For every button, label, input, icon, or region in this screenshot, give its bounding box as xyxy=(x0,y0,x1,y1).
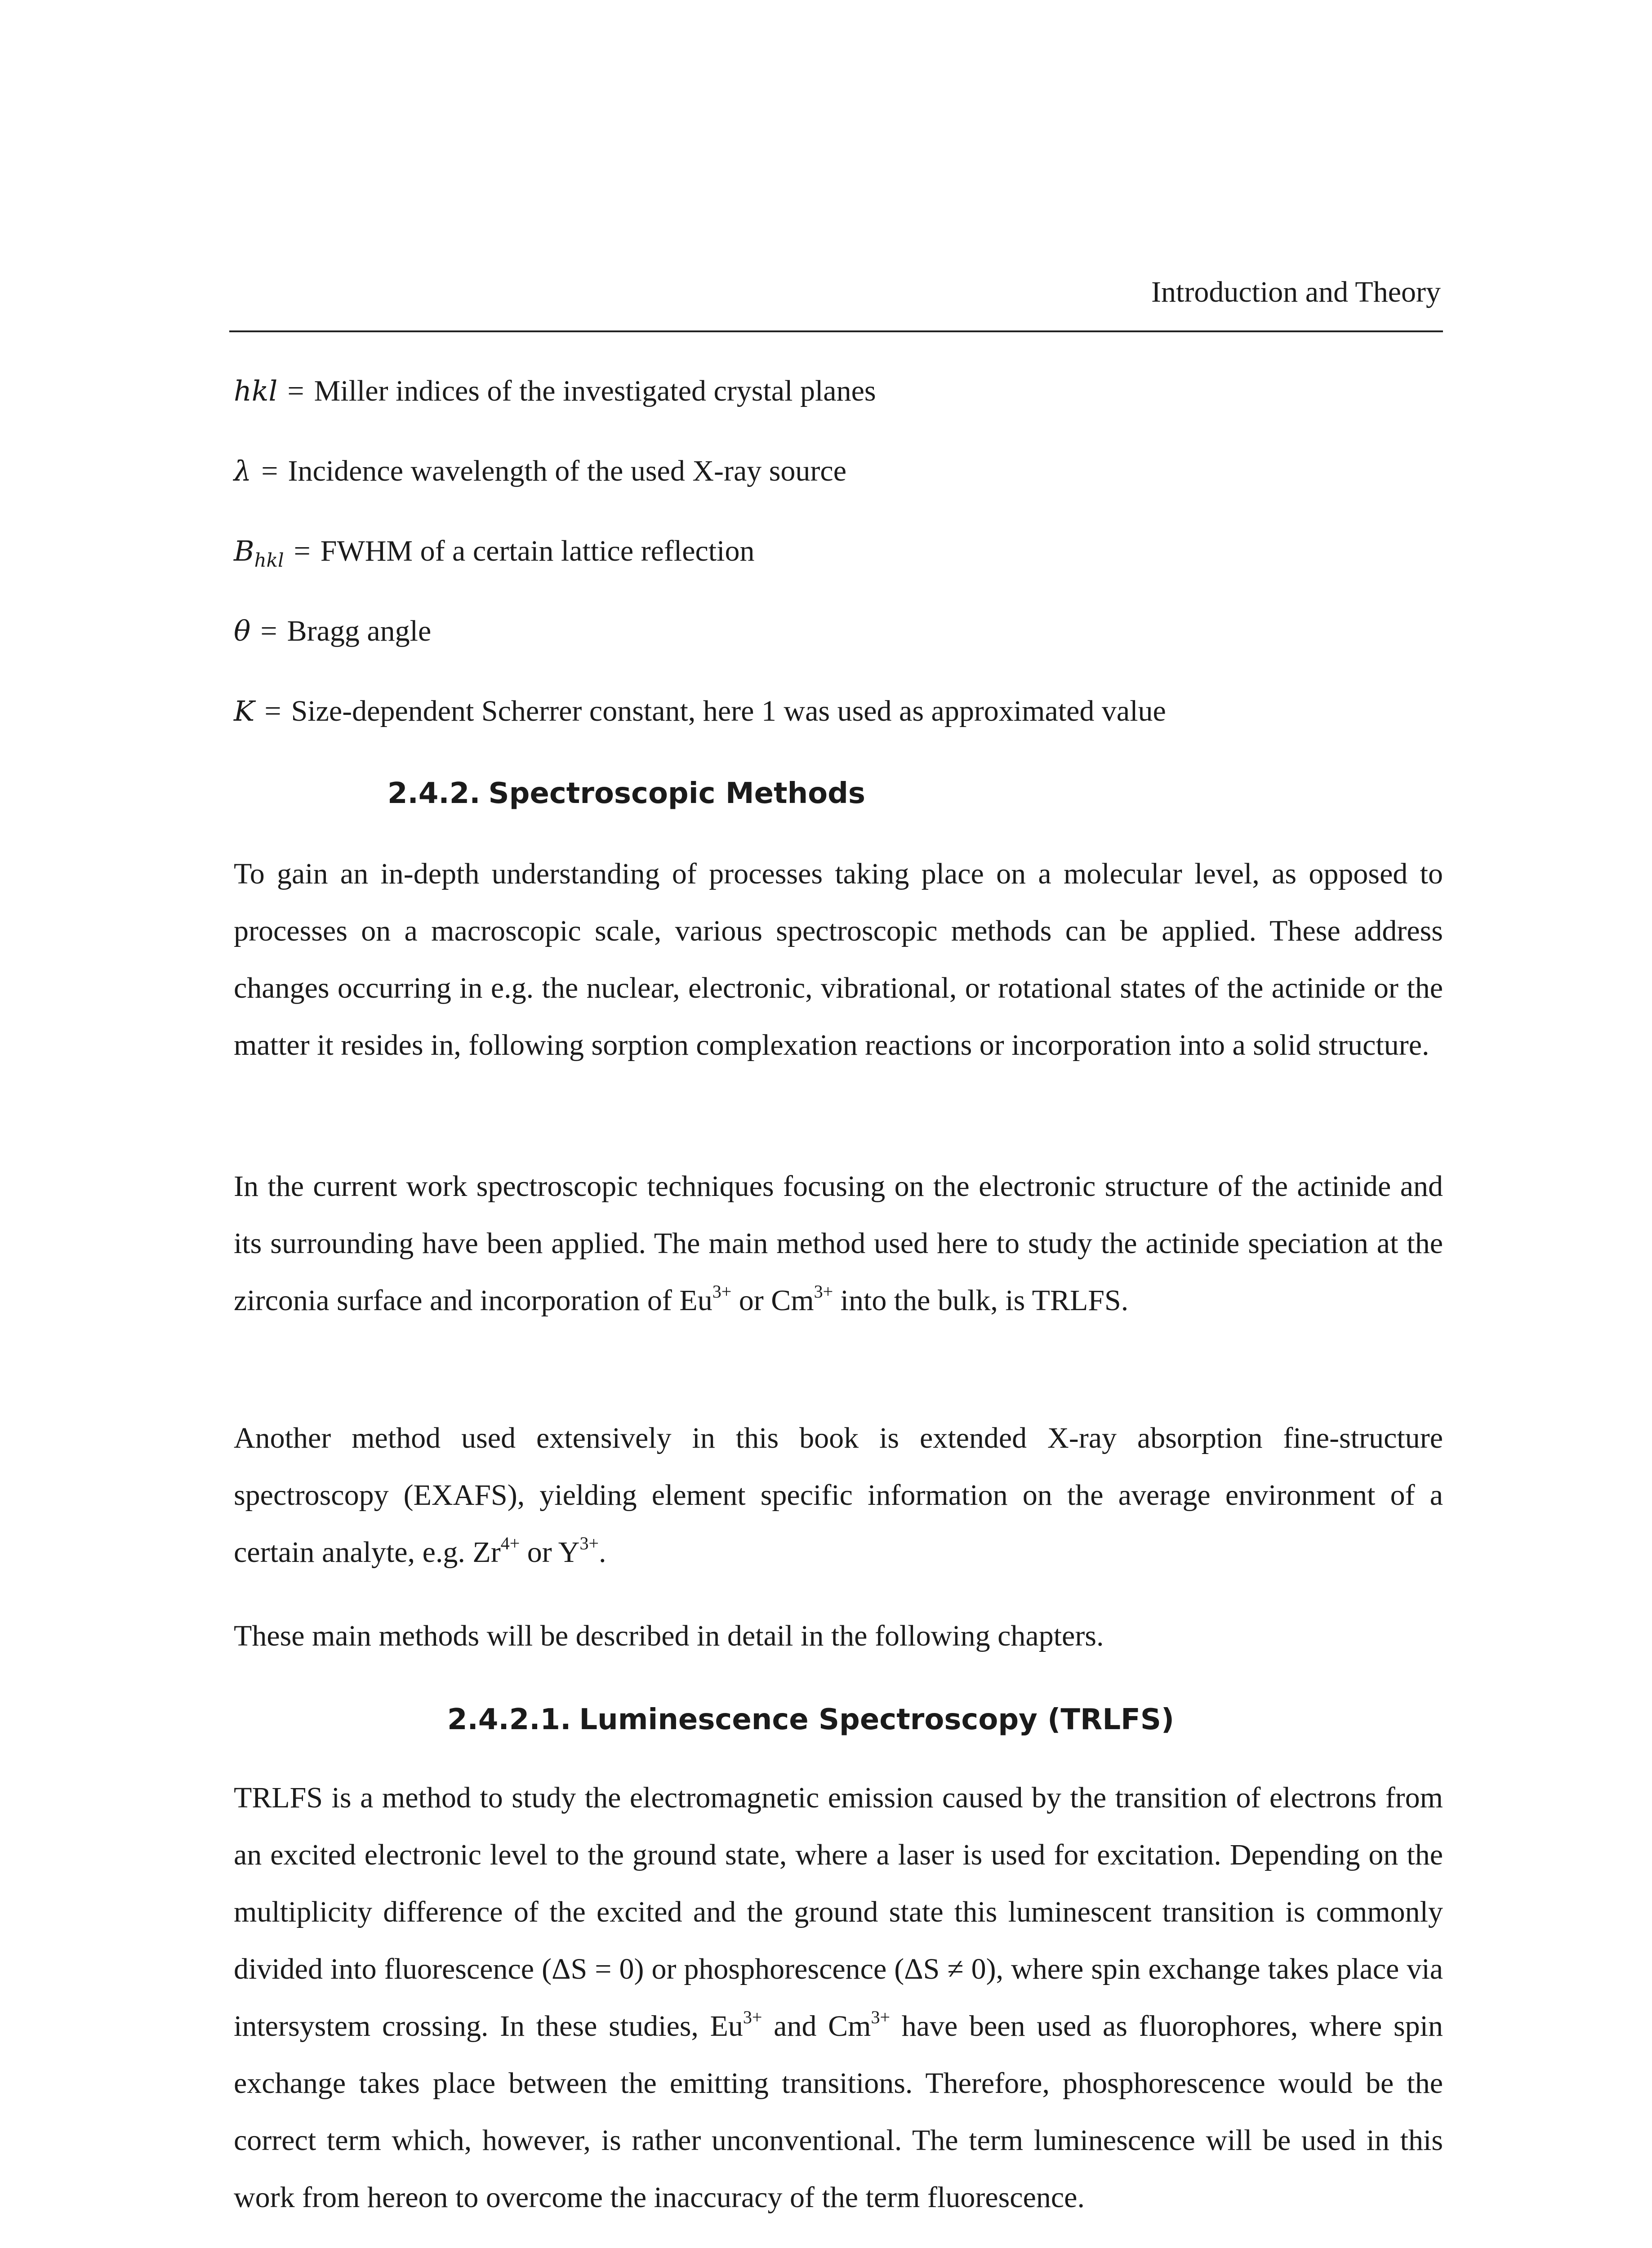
paragraph-trlfs: TRLFS is a method to study the electromagnetic emission caused by the transition of electrons from an excited electronic level to the ground state, where a laser is used for excitation. Depending on the multiplicity difference of the excited and the ground state this luminescent transition is commonly divided into fluorescence (ΔS = 0) or phosphorescence (ΔS ≠ 0), where spin exchange takes place via intersystem crossing. In these studies, $Eu^{3+}$ and $Cm^{3+}$ have been used as fluorophores, where spin exchange takes place between the emitting transitions. Therefore, phosphorescence would be the correct term which, however, is rather unconventional. The term luminescence will be used in this work from hereon to overcome the inaccuracy of the term fluorescence. xyxy=(234,1781,1443,2214)
definition-symbol: λ xyxy=(234,455,252,487)
definition-lambda xyxy=(234,449,1443,529)
section-title: Luminescence Spectroscopy (TRLFS) xyxy=(579,1703,1175,1736)
definition-symbol: θ xyxy=(234,615,251,647)
section-heading-spectroscopic-methods xyxy=(387,773,865,814)
definition-symbol: hkl xyxy=(234,375,278,407)
definition-symbol: $B_{hkl}$ xyxy=(234,535,284,571)
equals-sign: = xyxy=(294,535,311,567)
equals-sign: = xyxy=(287,375,304,407)
definition-text: Size-dependent Scherrer constant, here 1 was used as approximated value xyxy=(291,695,1166,727)
paragraph-intro: To gain an in-depth understanding of processes taking place on a molecular level, as opposed to processes on a macroscopic scale, various spectroscopic methods can be applied. These address changes occurring in e.g. the nuclear, electronic, vibrational, or rotational states of the actinide or the matter it resides in, following sorption complexation reactions or incorporation into a solid structure. xyxy=(234,857,1443,1062)
definition-k xyxy=(234,689,1443,769)
paragraph-exafs: Another method used extensively in this book is extended X-ray absorption fine-structure spectroscopy (EXAFS), yielding element specific information on the average environment of a certain analyte, e.g. $Zr^{4+}$ or $Y^{3+}$. xyxy=(234,1422,1443,1569)
paragraph-methods-summary: These main methods will be described in detail in the following chapters. xyxy=(234,1619,1104,1652)
equals-sign: = xyxy=(264,695,281,727)
header-rule xyxy=(229,330,1443,332)
definition-theta xyxy=(234,609,1443,689)
equals-sign: = xyxy=(261,455,278,487)
definition-text: Bragg angle xyxy=(287,615,432,647)
definition-text: FWHM of a certain lattice reflection xyxy=(320,535,755,567)
definition-hkl xyxy=(234,369,1443,449)
section-heading-luminescence-spectroscopy xyxy=(447,1699,1174,1740)
variable-definitions xyxy=(234,369,1443,769)
definition-text: Miller indices of the investigated crystal planes xyxy=(314,375,876,407)
paragraph-current-work: In the current work spectroscopic techniques focusing on the electronic structure of the actinide and its surrounding have been applied. The main method used here to study the actinide speciation at the zirconia surface and incorporation of $Eu^{3+}$ or $Cm^{3+}$ into the bulk, is TRLFS. xyxy=(234,1170,1443,1317)
definition-text: Incidence wavelength of the used X-ray source xyxy=(288,455,846,487)
equals-sign: = xyxy=(260,615,277,647)
section-title: Spectroscopic Methods xyxy=(488,777,865,810)
section-number: 2.4.2.1. xyxy=(447,1703,571,1736)
section-number: 2.4.2. xyxy=(387,777,481,810)
definition-bhkl xyxy=(234,529,1443,609)
definition-symbol: K xyxy=(234,695,255,727)
running-head: Introduction and Theory xyxy=(1151,276,1441,308)
